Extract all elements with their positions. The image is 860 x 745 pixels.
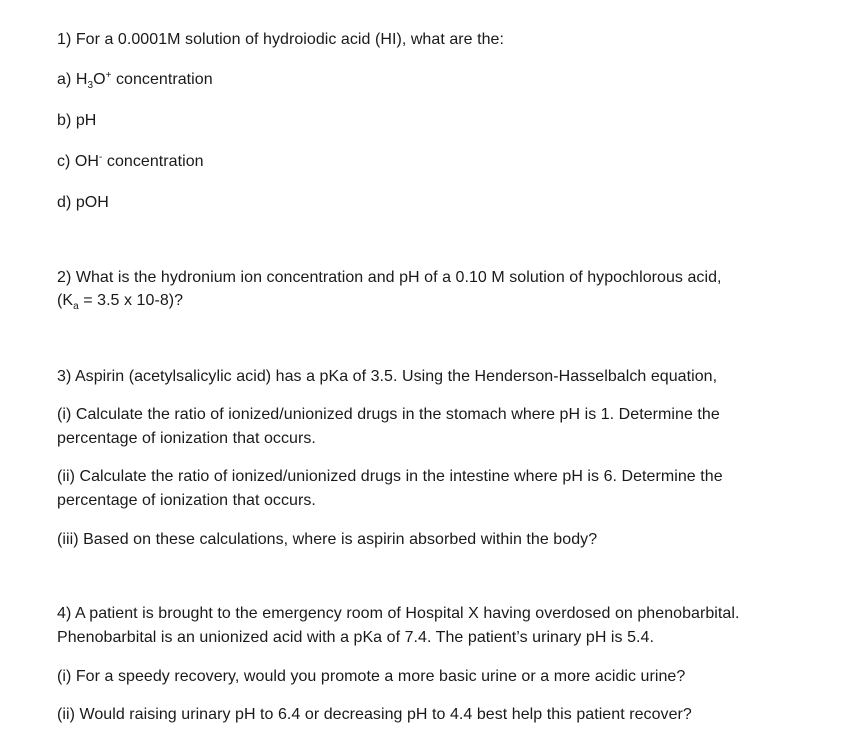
part-c-suffix: concentration [102,153,204,170]
part-c-prefix: c) OH [57,153,100,170]
q2-line2-prefix: (K [57,292,74,309]
question-1-stem: 1) For a 0.0001M solution of hydroiodic acid (HI), what are the: [57,31,504,48]
question-3-part-i-line-2: percentage of ionization that occurs. [57,430,316,447]
part-c-superscript: - [99,152,103,163]
question-1-part-d: d) pOH [57,194,109,211]
question-3-part-iii: (iii) Based on these calculations, where is aspirin absorbed within the body? [57,531,598,548]
question-1-part-c [57,151,204,173]
part-a-subscript: 3 [87,80,94,91]
question-3-part-ii-line-1: (ii) Calculate the ratio of ionized/unionized drugs in the intestine where pH is 6. Determine the [57,468,723,485]
question-4-stem-line-2: Phenobarbital is an unionized acid with a pKa of 7.4. The patient’s urinary pH is 5.4. [57,629,654,646]
question-4-part-ii: (ii) Would raising urinary pH to 6.4 or decreasing pH to 4.4 best help this patient recover? [57,706,692,723]
question-1-part-a [57,69,213,91]
question-3-part-i-line-1: (i) Calculate the ratio of ionized/unionized drugs in the stomach where pH is 1. Determine the [57,406,720,423]
q2-line2-subscript: a [73,301,79,312]
question-3-part-ii-line-2: percentage of ionization that occurs. [57,492,316,509]
part-a-mid: O [93,71,106,88]
part-a-superscript: + [105,70,112,81]
question-1-part-b: b) pH [57,112,97,129]
q2-line2-suffix: = 3.5 x 10-8)? [78,292,184,309]
part-a-suffix: concentration [111,71,213,88]
question-3-stem: 3) Aspirin (acetylsalicylic acid) has a pKa of 3.5. Using the Henderson-Hasselbalch equation, [57,368,718,385]
question-4-part-i: (i) For a speedy recovery, would you promote a more basic urine or a more acidic urine? [57,668,686,685]
question-4-stem-line-1: 4) A patient is brought to the emergency room of Hospital X having overdosed on phenobarbital. [57,605,740,622]
question-2-line-2 [57,290,183,312]
question-2-line-1: 2) What is the hydronium ion concentration and pH of a 0.10 M solution of hypochlorous acid, [57,269,722,286]
part-a-prefix: a) H [57,71,88,88]
